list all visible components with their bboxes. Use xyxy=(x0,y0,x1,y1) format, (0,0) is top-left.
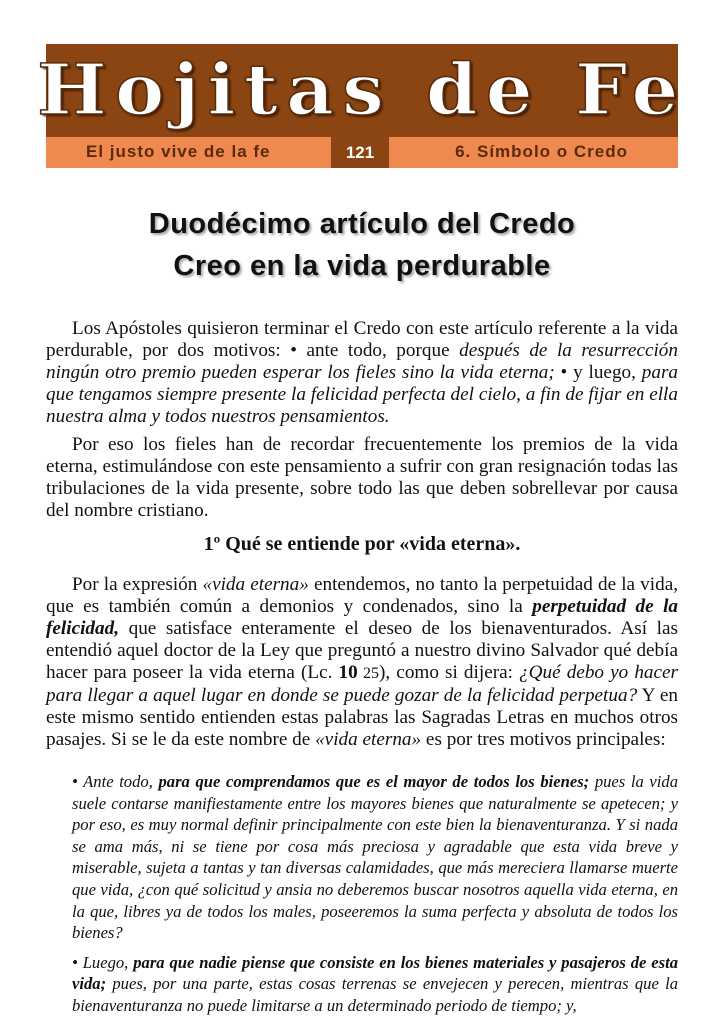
list-item xyxy=(72,771,678,944)
section-text xyxy=(46,574,678,757)
text-bold: para que nadie piense que consiste en los bienes materiales y pasajeros de esta vida; xyxy=(72,952,679,994)
text-italic: «vida eterna» xyxy=(315,729,422,750)
text: entendemos, no tanto la perpetuidad de la vida, que es también común a demonios y condenados, sino la xyxy=(46,574,679,617)
text: • Luego, xyxy=(72,952,134,972)
list-item xyxy=(72,952,678,1017)
paragraph xyxy=(46,574,678,751)
text: que satisface enteramente el deseo de los bienaventurados. Así las entendió aquel doctor de la Ley que preguntó a nuestro divino Salvador qué debía hacer para poseer la vida eterna (Lc. xyxy=(46,618,678,683)
reasons-list xyxy=(72,771,678,1023)
article-subtitle: Creo en la vida perdurable xyxy=(173,250,551,282)
text-bold: para que comprendamos que es el mayor de todos los bienes; xyxy=(158,772,590,791)
verse-number: 25 xyxy=(357,665,380,682)
text: • Ante todo, xyxy=(72,772,159,791)
text: • y luego, xyxy=(554,362,642,383)
text: ), como si dijera: xyxy=(379,662,520,683)
text-italic: para que tengamos siempre presente la felicidad perfecta del cielo, a fin de fijar en ella nuestra alma y todos nuestros pensamientos. xyxy=(46,362,678,427)
text: Los Apóstoles quisieron terminar el Credo con este artículo referente a la vida perdurable, por dos motivos: • ante todo, porque xyxy=(46,318,678,361)
paragraph: Por eso los fieles han de recordar frecuentemente los premios de la vida eterna, estimulándose con este pensamiento a sufrir con gran resignación todas las tribulaciones de la vida presente, sobre todo las que deben sobrellevar por causa del nombre cristiano. xyxy=(46,434,678,521)
text-italic: «vida eterna» xyxy=(202,574,309,595)
paragraph xyxy=(46,318,678,428)
issue-number: 121 xyxy=(331,137,389,168)
text-italic: ¿Qué debo yo hacer para llegar a aquel lugar en donde se puede gozar de la felicidad perpetua? xyxy=(46,662,679,706)
masthead xyxy=(37,44,687,168)
masthead-series: 6. Símbolo o Credo xyxy=(455,142,628,161)
text: pues, por una parte, estas cosas terrenas se envejecen y perecen, mientras que la bienaventuranza no puede limitarse a un determinado periodo de tiempo; y, xyxy=(72,974,678,1015)
section-heading: 1º Qué se entiende por «vida eterna». xyxy=(203,533,521,555)
text-bold-italic: perpetuidad de la felicidad, xyxy=(46,596,678,639)
text: pues la vida suele contarse manifiestamente entre los mayores bienes que naturalmente se apetecen; y por eso, es muy normal definir principalmente con este bien la bienaventuranza. Y si nada se ama más, ni se tiene por cosa más preciosa y agradable que esta vida breve y miserable, sujeta a tantas y tan diversas calamidades, que más mereciera llamarse muerte que vida, ¿con qué solicitud y ansia no deberemos buscar nosotros aquella vida eterna, en la que, libres ya de todos los males, poseeremos la suma perfecta y absoluta de todos los bienes? xyxy=(72,772,679,943)
text: es por tres motivos principales: xyxy=(421,729,666,750)
text: Por la expresión xyxy=(72,574,203,595)
masthead-title: Hojitas de Fe xyxy=(37,48,687,131)
text-italic: después de la resurrección ningún otro premio pueden esperar los fieles sino la vida eterna; xyxy=(46,340,678,383)
chapter-number: 10 xyxy=(338,662,358,683)
text: Y en este mismo sentido entienden estas palabras las Sagradas Letras en muchos otros pasajes. Si se le da este nombre de xyxy=(46,685,678,750)
intro-text xyxy=(46,318,678,528)
article-title: Duodécimo artículo del Credo xyxy=(148,208,576,240)
masthead-motto: El justo vive de la fe xyxy=(86,142,271,161)
